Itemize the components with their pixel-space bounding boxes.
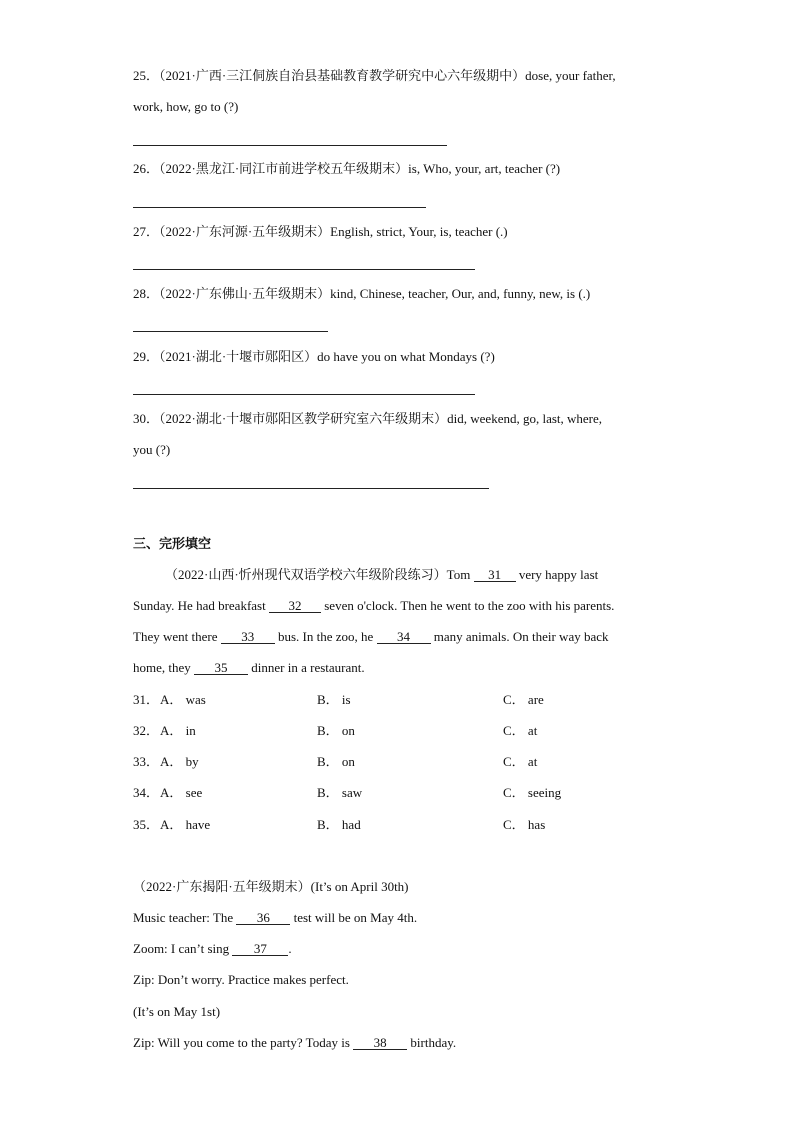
blank-32[interactable]: 32 [269, 599, 321, 613]
passage2-line1 [133, 910, 417, 926]
passage2-text: test will be on May 4th. [293, 910, 418, 925]
option-c[interactable]: C． seeing [503, 785, 562, 800]
question-29: 29．（2021·湖北·十堰市郧阳区）do have you on what Mondays (?) [133, 349, 495, 364]
blank-35[interactable]: 35 [194, 661, 248, 675]
passage1-line4 [133, 660, 365, 676]
blank-36[interactable]: 36 [236, 911, 290, 925]
passage1-text: They went there [133, 629, 218, 644]
option-a[interactable]: A． have [160, 817, 211, 832]
passage1-text: Sunday. He had breakfast [133, 598, 266, 613]
question-25-continued: work, how, go to (?) [133, 99, 239, 114]
passage1-source: （2022·山西·忻州现代双语学校六年级阶段练习）Tom [165, 567, 471, 582]
option-b[interactable]: B． saw [317, 785, 363, 800]
option-b[interactable]: B． on [317, 723, 355, 738]
option-c[interactable]: C． are [503, 692, 544, 707]
question-30-continued: you (?) [133, 442, 171, 457]
passage1-text: many animals. On their way back [433, 629, 609, 644]
question-28: 28．（2022·广东佛山·五年级期末）kind, Chinese, teacher, Our, and, funny, new, is (.) [133, 286, 591, 301]
passage2-text: Zip: Will you come to the party? Today is [133, 1035, 350, 1050]
passage1-line3 [133, 629, 609, 645]
section-heading: 三、完形填空 [133, 536, 212, 551]
option-a[interactable]: A． see [160, 785, 203, 800]
option-c[interactable]: C． has [503, 817, 546, 832]
option-b[interactable]: B． is [317, 692, 351, 707]
passage2-text: birthday. [410, 1035, 457, 1050]
passage1-line1 [165, 567, 598, 583]
answer-line-29[interactable] [133, 394, 475, 395]
blank-33[interactable]: 33 [221, 630, 275, 644]
answer-line-30[interactable] [133, 488, 489, 489]
passage2-line3: Zip: Don’t worry. Practice makes perfect. [133, 972, 349, 987]
question-26: 26．（2022·黑龙江·同江市前进学校五年级期末）is, Who, your, art, teacher (?) [133, 161, 561, 176]
passage1-text: home, they [133, 660, 191, 675]
blank-34[interactable]: 34 [377, 630, 431, 644]
option-number: 32． [133, 723, 160, 738]
answer-line-26[interactable] [133, 207, 426, 208]
option-a[interactable]: A． in [160, 723, 196, 738]
passage1-text: seven o'clock. Then he went to the zoo with his parents. [324, 598, 615, 613]
passage1-text: very happy last [518, 567, 599, 582]
passage2-line2 [133, 941, 292, 957]
passage2-line5 [133, 1035, 456, 1051]
blank-31[interactable]: 31 [474, 568, 516, 582]
option-a[interactable]: A． was [160, 692, 206, 707]
option-b[interactable]: B． on [317, 754, 355, 769]
answer-line-25[interactable] [133, 145, 447, 146]
question-30: 30．（2022·湖北·十堰市郧阳区教学研究室六年级期末）did, weekend, go, last, where, [133, 411, 603, 426]
question-27: 27．（2022·广东河源·五年级期末）English, strict, Your, is, teacher (.) [133, 224, 508, 239]
option-number: 31． [133, 692, 160, 707]
option-number: 34． [133, 785, 160, 800]
option-a[interactable]: A． by [160, 754, 199, 769]
passage2-text: Music teacher: The [133, 910, 234, 925]
blank-37[interactable]: 37 [232, 942, 288, 956]
passage2-source: （2022·广东揭阳·五年级期末）(It’s on April 30th) [133, 879, 409, 894]
passage2-text: Zoom: I can’t sing [133, 941, 230, 956]
question-25: 25．（2021·广西·三江侗族自治县基础教育教学研究中心六年级期中）dose, your father, [133, 68, 616, 83]
option-c[interactable]: C． at [503, 754, 538, 769]
option-number: 33． [133, 754, 160, 769]
passage2-line4: (It’s on May 1st) [133, 1004, 221, 1019]
passage2-text: . [288, 941, 292, 956]
option-c[interactable]: C． at [503, 723, 538, 738]
option-number: 35． [133, 817, 160, 832]
answer-line-27[interactable] [133, 269, 475, 270]
option-b[interactable]: B． had [317, 817, 361, 832]
answer-line-28[interactable] [133, 331, 328, 332]
passage1-text: dinner in a restaurant. [251, 660, 365, 675]
passage1-text: bus. In the zoo, he [277, 629, 374, 644]
passage1-line2 [133, 598, 614, 614]
blank-38[interactable]: 38 [353, 1036, 407, 1050]
